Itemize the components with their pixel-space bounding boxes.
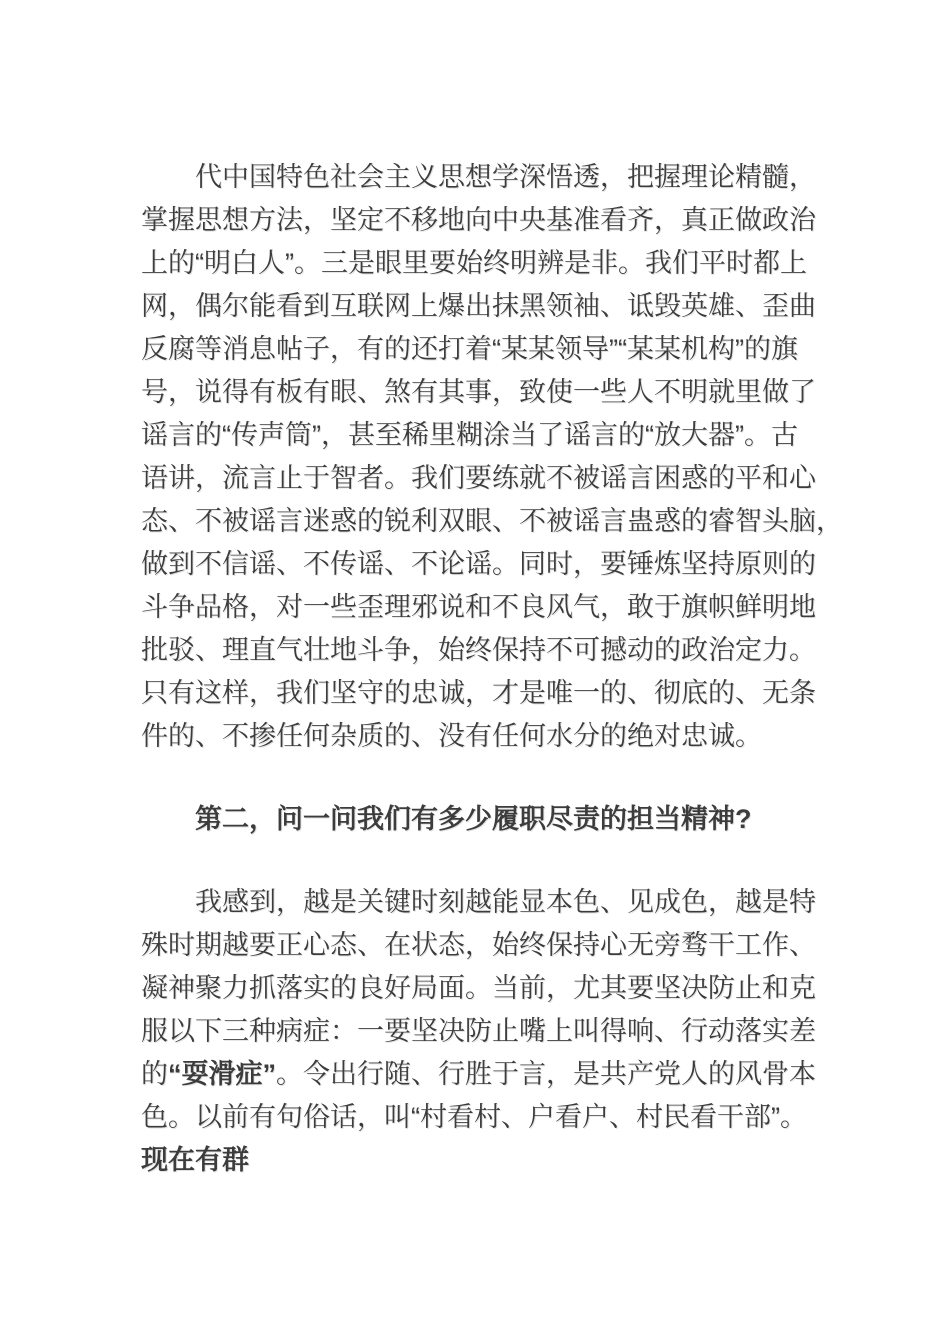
text-line: [141, 414, 812, 457]
text-line: [141, 156, 816, 199]
text-line: [141, 881, 816, 924]
body-text: 件的、不掺任何杂质的、没有任何水分的绝对忠诚。: [141, 721, 762, 751]
body-text: 批驳、理直气壮地斗争，始终保持不可撼动的政治定力。: [141, 635, 816, 665]
paragraph-duty: [141, 881, 816, 1182]
body-text: 服以下三种病症：一要坚决防止嘴上叫得响、行动落实差: [141, 1016, 816, 1046]
body-text: 号，说得有板有眼、煞有其事，致使一些人不明就里做了: [141, 377, 816, 407]
text-line: [141, 924, 816, 967]
emphasis-text: “耍滑症”: [168, 1059, 276, 1089]
body-text: 我感到，越是关键时刻越能显本色、见成色，越是特: [195, 887, 816, 917]
text-line: [141, 199, 816, 242]
text-line: [141, 629, 816, 672]
text-line: [141, 543, 816, 586]
text-line: [141, 715, 812, 758]
body-text: 代中国特色社会主义思想学深悟透，把握理论精髓，: [195, 162, 816, 192]
text-line: [141, 1096, 812, 1139]
text-line: [141, 798, 812, 841]
body-text: 反腐等消息帖子，有的还打着“某某领导”“某某机构”的旗: [141, 334, 798, 364]
body-text: 只有这样，我们坚守的忠诚，才是唯一的、彻底的、无条: [141, 678, 816, 708]
body-text: 态、不被谣言迷惑的锐利双眼、不被谣言蛊惑的睿智头脑，: [141, 506, 843, 536]
text-line: [141, 328, 812, 371]
body-text: 的: [141, 1059, 168, 1089]
body-text: 凝神聚力抓落实的良好局面。当前，尤其要坚决防止和克: [141, 973, 816, 1003]
body-text: 。令出行随、行胜于言，是共产党人的风骨本: [276, 1059, 816, 1089]
body-text: 做到不信谣、不传谣、不论谣。同时，要锤炼坚持原则的: [141, 549, 816, 579]
emphasis-text: 第二，问一问我们有多少履职尽责的担当精神?: [195, 804, 752, 834]
body-text: 斗争品格，对一些歪理邪说和不良风气，敢于旗帜鲜明地: [141, 592, 816, 622]
body-text: 掌握思想方法，坚定不移地向中央基准看齐，真正做政治: [141, 205, 816, 235]
paragraph-loyalty: [141, 156, 843, 758]
text-line: [141, 1053, 816, 1096]
body-text: 殊时期越要正心态、在状态，始终保持心无旁骛干工作、: [141, 930, 816, 960]
text-line: [141, 1139, 812, 1182]
body-text: 语讲，流言止于智者。我们要练就不被谣言困惑的平和心: [141, 463, 816, 493]
text-line: [141, 242, 812, 285]
text-line: [141, 967, 816, 1010]
text-line: [141, 500, 843, 543]
document-body: [141, 156, 843, 1182]
section-heading-second: [141, 798, 812, 841]
text-line: [141, 285, 816, 328]
body-text: 上的“明白人”。三是眼里要始终明辨是非。我们平时都上: [141, 248, 807, 278]
text-line: [141, 586, 816, 629]
body-text: 色。以前有句俗话，叫“村看村、户看户、村民看干部”。: [141, 1102, 807, 1132]
body-text: 谣言的“传声筒”，甚至稀里糊涂当了谣言的“放大器”。古: [141, 420, 798, 450]
text-line: [141, 672, 816, 715]
text-line: [141, 371, 816, 414]
body-text: 网，偶尔能看到互联网上爆出抹黑领袖、诋毁英雄、歪曲: [141, 291, 816, 321]
text-line: [141, 1010, 816, 1053]
emphasis-text: 现在有群: [141, 1145, 249, 1175]
text-line: [141, 457, 816, 500]
